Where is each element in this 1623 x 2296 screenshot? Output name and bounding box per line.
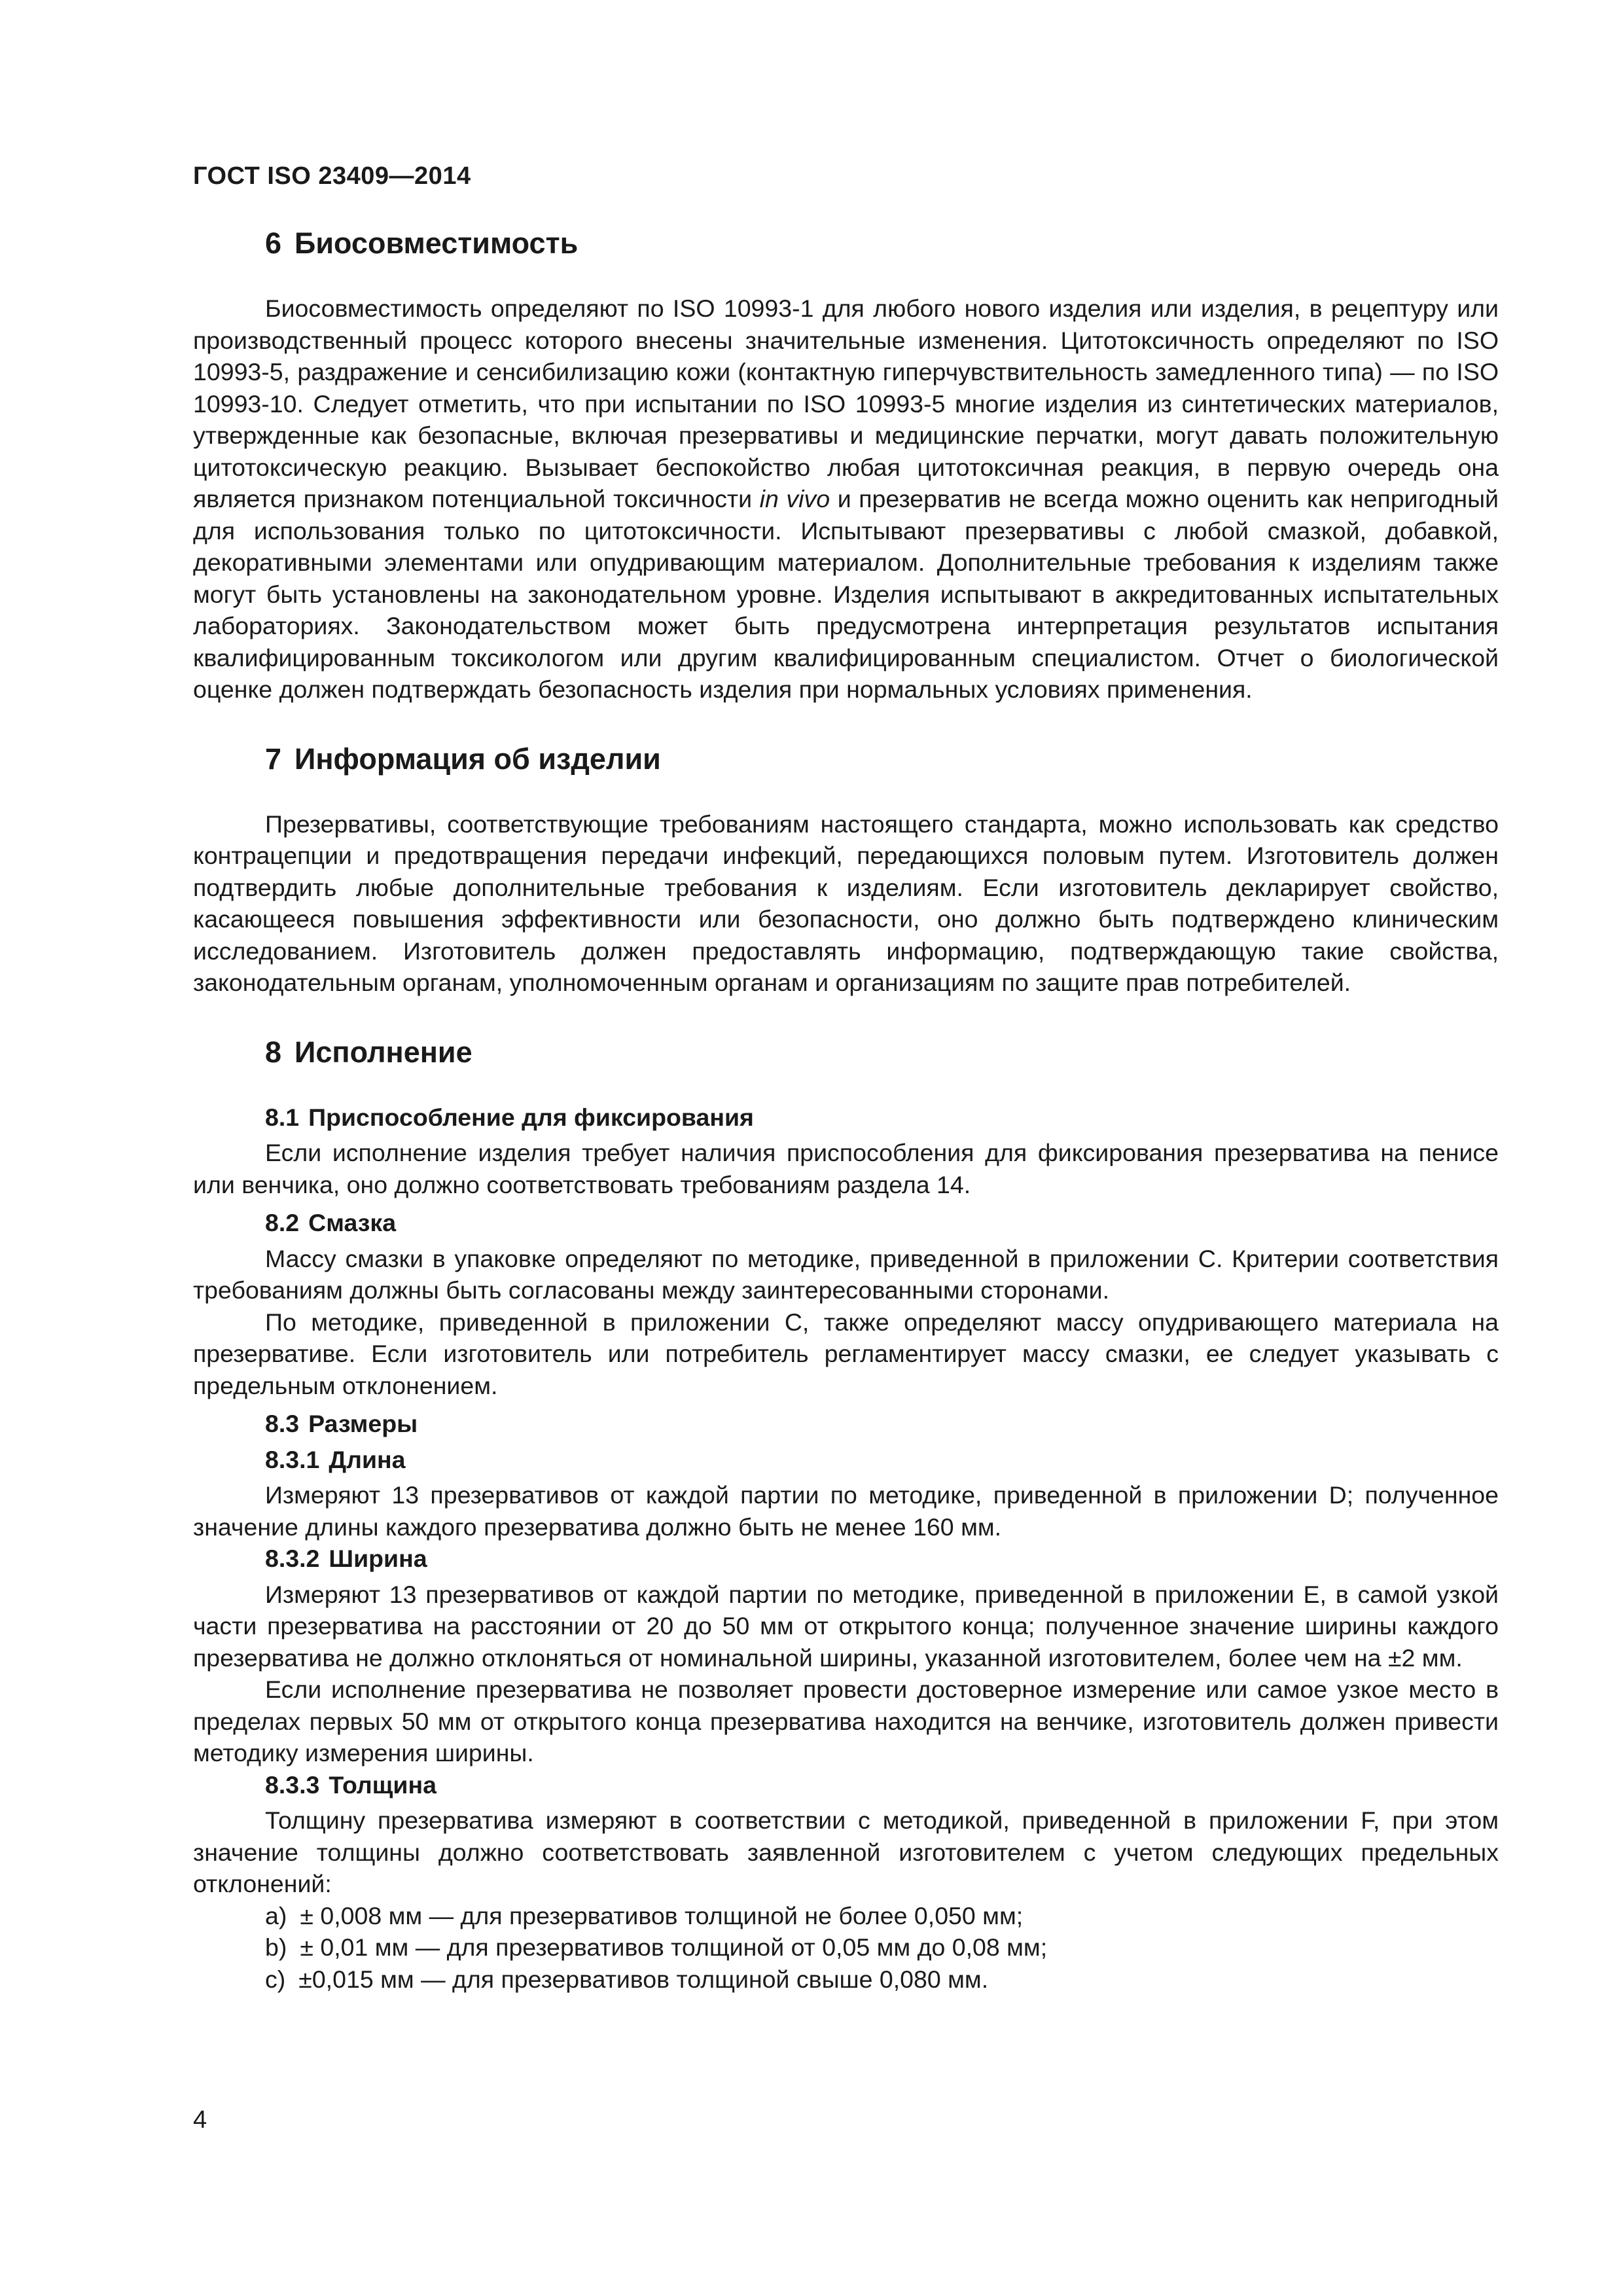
- section-number: 7: [265, 742, 282, 776]
- section-6-paragraph: [193, 293, 1499, 706]
- section-title: Исполнение: [294, 1035, 473, 1069]
- subsection-number: 8.3.2: [265, 1545, 320, 1572]
- subsection-8-1-heading: [265, 1102, 1499, 1134]
- list-item-text: ± 0,008 мм — для презервативов толщиной не более 0,050 мм;: [300, 1901, 1024, 1929]
- list-item-text: ± 0,01 мм — для презервативов толщиной от 0,05 мм до 0,08 мм;: [300, 1933, 1048, 1961]
- section-7-heading: [265, 742, 1499, 777]
- section-6-heading: [265, 226, 1499, 261]
- subsection-title: Приспособление для фиксирования: [308, 1103, 754, 1131]
- section-number: 8: [265, 1035, 282, 1069]
- subsection-8-3-2-paragraph-1: Измеряют 13 презервативов от каждой партии по методике, приведенной в приложении Е, в самой узкой части презерватива на расстоянии от 20 до 50 мм от открытого конца; полученное значение ширины каждого презерватива не должно отклоняться от номинальной ширины, указанной изготовителем, более чем на ±2 мм.: [193, 1580, 1499, 1672]
- list-marker: c): [265, 1965, 286, 1993]
- subsection-8-1-paragraph: Если исполнение изделия требует наличия приспособления для фиксирования презерватива на пенисе или венчика, оно должно соответствовать требованиям раздела 14.: [193, 1139, 1499, 1198]
- document-header: ГОСТ ISO 23409—2014: [193, 162, 471, 190]
- section-7-paragraph: Презервативы, соответствующие требованиям настоящего стандарта, можно использовать как средство контрацепции и предотвращения передачи инфекций, передающихся половым путем. Изготовитель должен подтвердить любые дополнительные требования к изделиям. Если изготовитель декларирует свойство, касающееся повышения эффективности или безопасности, оно должно быть подтверждено клиническим исследованием. Изготовитель должен предоставлять информацию, подтверждающую такие свойства, законодательным органам, уполномоченным органам и организациям по защите прав потребителей.: [193, 810, 1499, 996]
- subsection-number: 8.1: [265, 1103, 300, 1131]
- list-item-text: ±0,015 мм — для презервативов толщиной свыше 0,080 мм.: [298, 1965, 989, 1993]
- subsection-title: Длина: [329, 1445, 406, 1473]
- page-number: 4: [193, 2106, 207, 2134]
- subsection-8-2-paragraph-1: Массу смазки в упаковке определяют по методике, приведенной в приложении С. Критерии соответствия требованиям должны быть согласованы между заинтересованными сторонами.: [193, 1244, 1499, 1304]
- section-number: 6: [265, 226, 282, 260]
- subsection-8-3-3-heading: [265, 1769, 1499, 1801]
- section-title: Биосовместимость: [294, 226, 579, 260]
- subsection-8-3-heading: [265, 1408, 1499, 1440]
- list-marker: b): [265, 1933, 287, 1961]
- subsection-8-2-paragraph-2: По методике, приведенной в приложении С, также определяют массу опудривающего материала на презервативе. Если изготовитель или потребитель регламентирует массу смазки, ее следует указывать с предельным отклонением.: [193, 1308, 1499, 1399]
- paragraph-text: и презерватив не всегда можно оценить как непригодный для использования только по цитотоксичности. Испытывают презервативы с любой смазкой, добавкой, декоративными элементами или опудривающим материалом. Дополнительные требования к изделиям также могут быть установлены на законодательном уровне. Изделия испытывают в аккредитованных испытательных лабораториях. Законодательством может быть предусмотрена интерпретация результатов испытания квалифицированным токсикологом или другим квалифицированным специалистом. Отчет о биологической оценке должен подтверждать безопасность изделия при нормальных условиях применения.: [193, 485, 1499, 703]
- list-item: [193, 1964, 1499, 1996]
- section-8-heading: [265, 1035, 1499, 1070]
- subsection-8-3-2-heading: [265, 1543, 1499, 1575]
- subsection-number: 8.2: [265, 1209, 300, 1236]
- subsection-number: 8.3.1: [265, 1445, 320, 1473]
- list-item: [193, 1900, 1499, 1932]
- list-marker: a): [265, 1901, 287, 1929]
- section-title: Информация об изделии: [294, 742, 661, 776]
- list-item: [193, 1931, 1499, 1964]
- subsection-title: Толщина: [329, 1770, 437, 1799]
- subsection-8-3-2-paragraph-2: Если исполнение презерватива не позволяет провести достоверное измерение или самое узкое место в пределах первых 50 мм от открытого конца презерватива находится на венчике, изготовитель должен привести методику измерения ширины.: [193, 1676, 1499, 1767]
- subsection-number: 8.3.3: [265, 1770, 320, 1799]
- subsection-8-3-1-paragraph: Измеряют 13 презервативов от каждой партии по методике, приведенной в приложении D; полученное значение длины каждого презерватива должно быть не менее 160 мм.: [193, 1481, 1499, 1541]
- page-content: [193, 226, 1499, 1995]
- subsection-8-2-heading: [265, 1207, 1499, 1239]
- paragraph-text: Биосовместимость определяют по ISO 10993-1 для любого нового изделия или изделия, в рецептуру или производственный процесс которого внесены значительные изменения. Цитотоксичность определяют по ISO 10993-5, раздражение и сенсибилизацию кожи (контактную гиперчувствительность замедленного типа) — по ISO 10993-10. Следует отметить, что при испытании по ISO 10993-5 многие изделия из синтетических материалов, утвержденные как безопасные, включая презервативы и медицинские перчатки, могут давать положительную цитотоксическую реакцию. Вызывает беспокойство любая цитотоксичная реакция, в первую очередь она является признаком потенциальной токсичности: [193, 295, 1499, 512]
- italic-term: in vivo: [759, 485, 830, 512]
- subsection-number: 8.3: [265, 1410, 300, 1437]
- subsection-title: Смазка: [308, 1209, 397, 1236]
- subsection-title: Ширина: [329, 1545, 427, 1572]
- subsection-8-3-1-heading: [265, 1444, 1499, 1476]
- tolerance-list: [193, 1900, 1499, 1996]
- subsection-8-3-3-paragraph: Толщину презерватива измеряют в соответствии с методикой, приведенной в приложении F, при этом значение толщины должно соответствовать заявленной изготовителем с учетом следующих предельных отклонений:: [193, 1806, 1499, 1897]
- subsection-title: Размеры: [308, 1410, 418, 1437]
